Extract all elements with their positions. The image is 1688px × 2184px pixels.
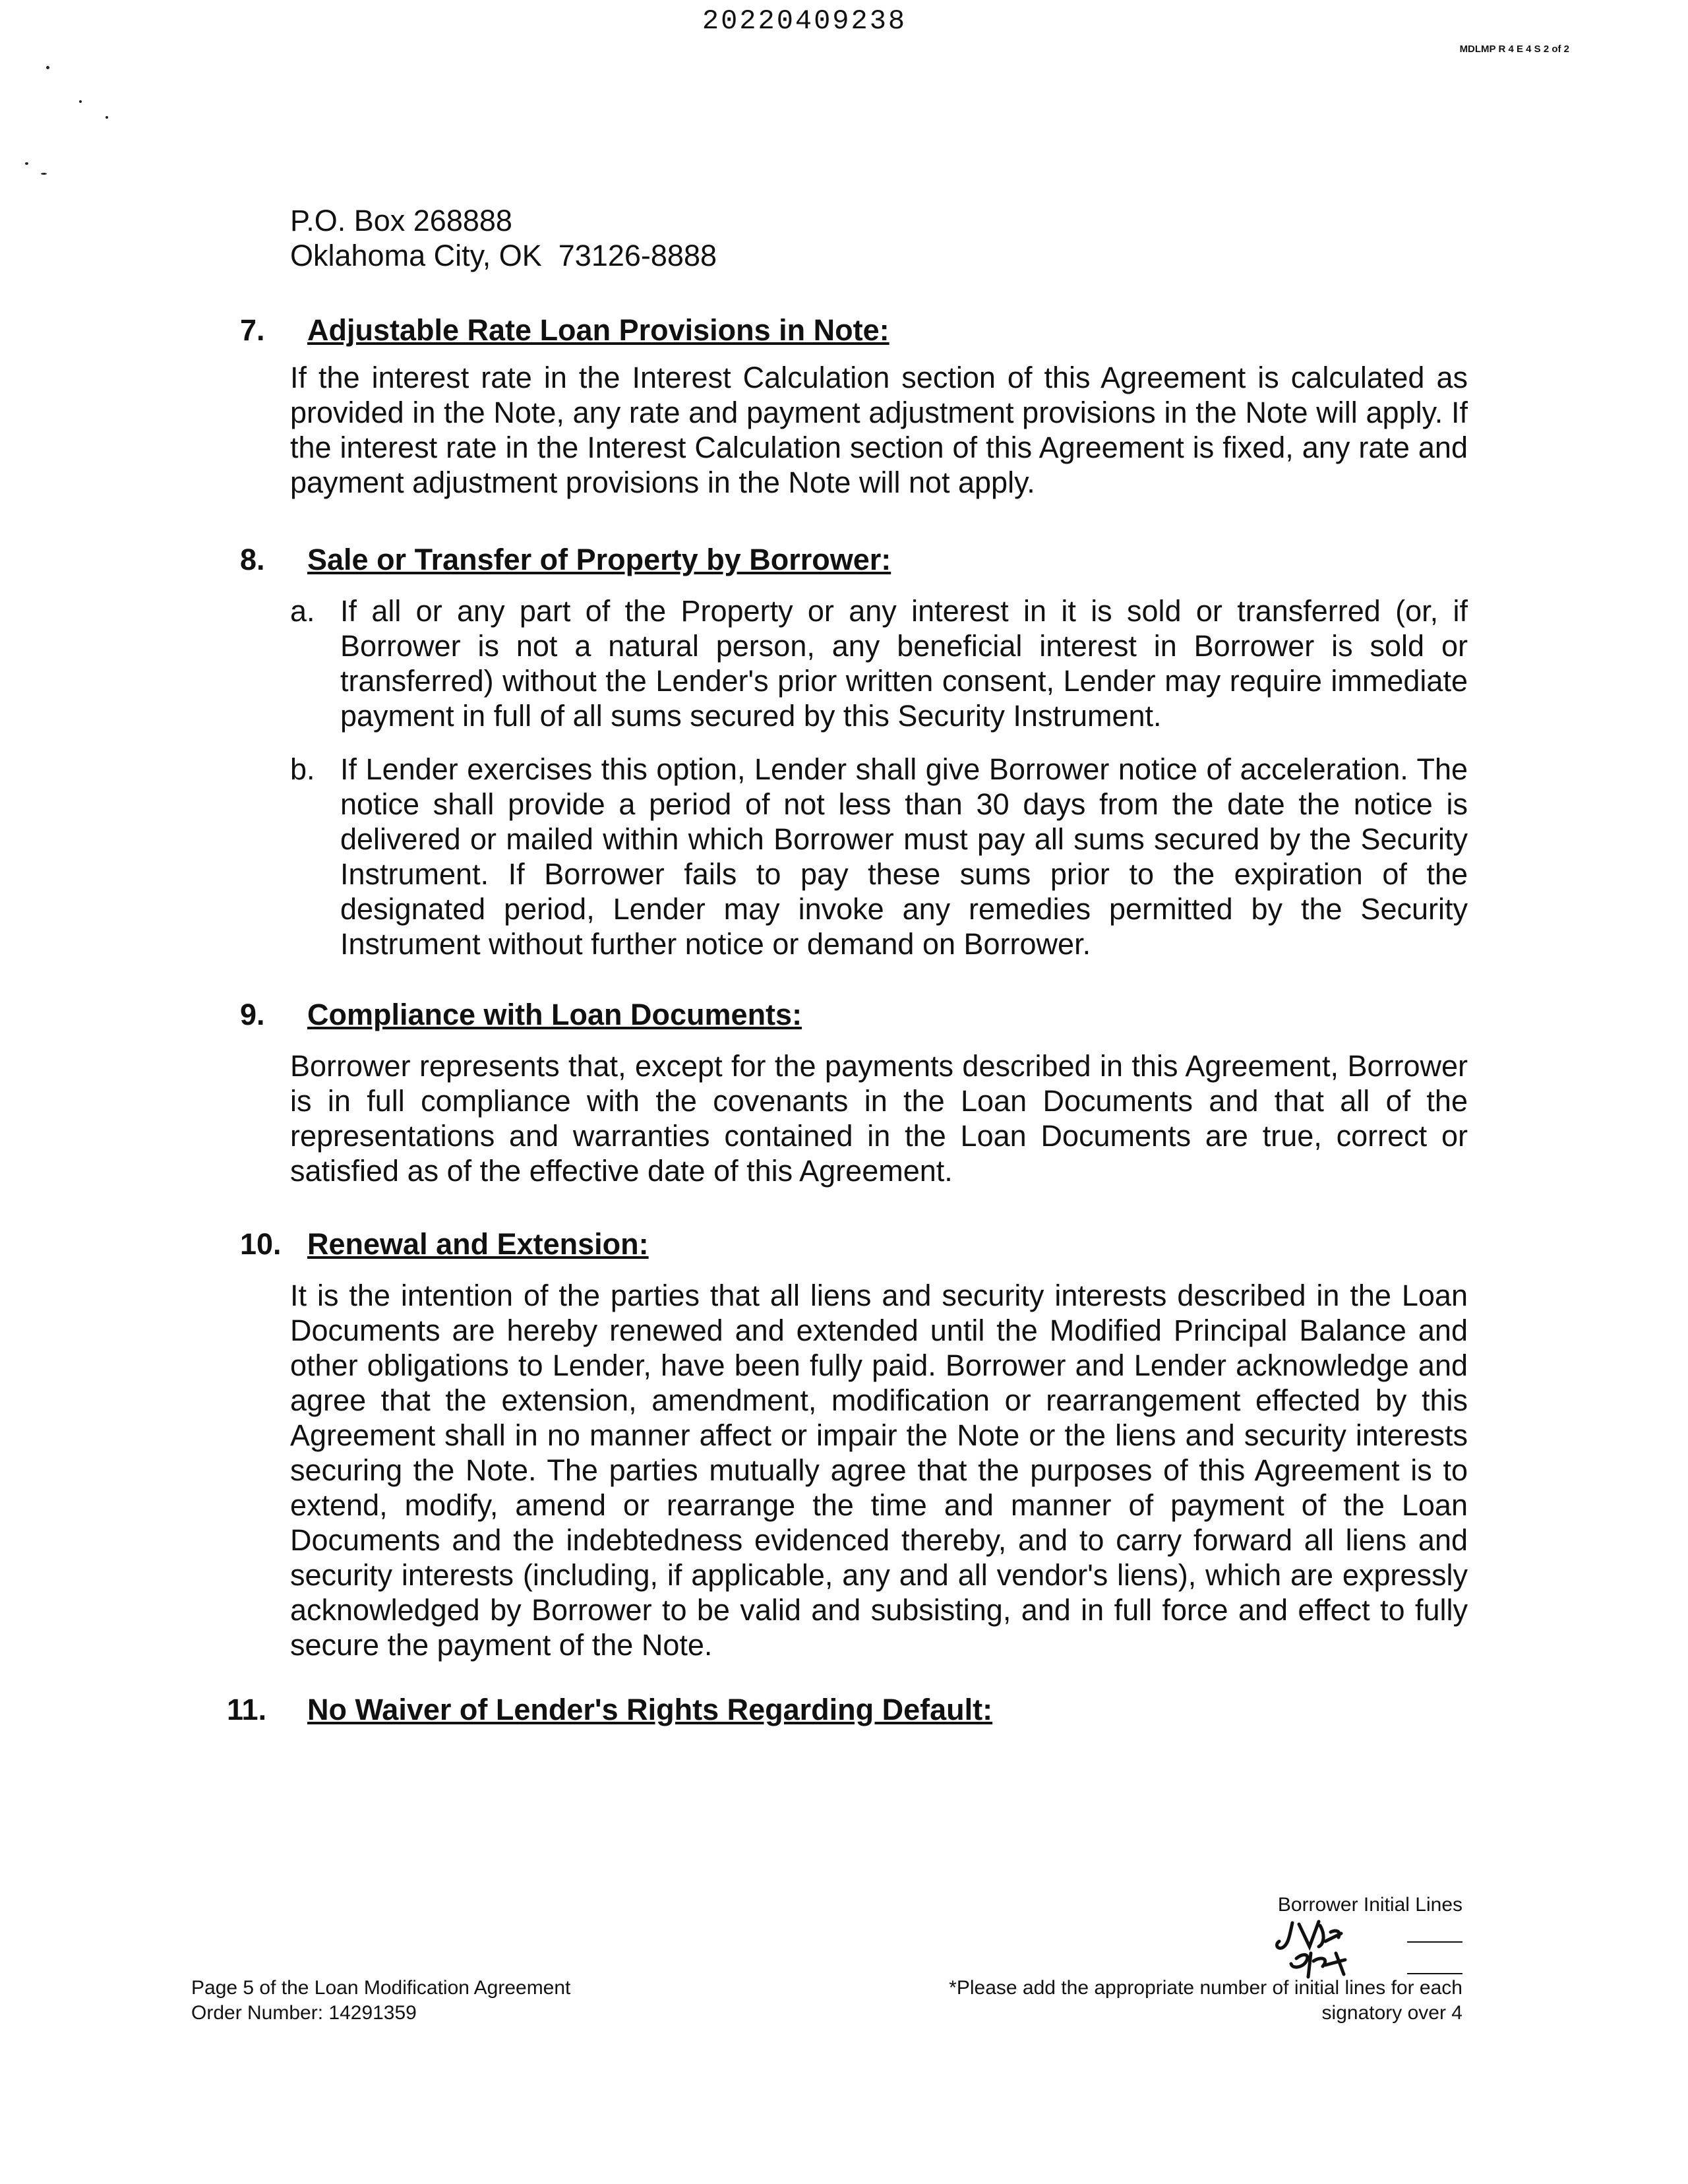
document-id: 20220409238 [702,5,907,37]
section-8-number: 8. [240,543,265,576]
section-11-heading: No Waiver of Lender's Rights Regarding Default: [307,1693,993,1726]
initials-signature [1273,1906,1404,1986]
section-11-number: 11. [227,1693,267,1726]
section-7-paragraph [290,360,1468,500]
section-9-paragraph [290,1048,1468,1188]
section-8-item-b-label: b. [290,752,315,786]
section-8-item-b-text: If Lender exercises this option, Lender shall give Borrower notice of acceleration. The notice shall provide a period of not less than 30 days from the date the notice is delivered or mailed within which Borrower must pay all sums secured by the Security Instrument. If Borrower fails to pay these sums prior to the expiration of the designated period, Lender may invoke any remedies permitted by the Security Instrument without further notice or demand on Borrower. [340,752,1468,961]
section-10-text: It is the intention of the parties that all liens and security interests described in the Loan Documents are hereby renewed and extended until the Modified Principal Balance and other obligations to Lender, have been fully paid. Borrower and Lender acknowledge and agree that the extension, amendment, modification or rearrangement effected by this Agreement shall in no manner affect or impair the Note or the liens and security interests securing the Note. The parties mutually agree that the purposes of this Agreement is to extend, modify, amend or rearrange the time and manner of payment of the Loan Documents and the indebtedness evidenced thereby, and to carry forward all liens and security interests (including, if applicable, any and all vendor's liens), which are expressly acknowledged by Borrower to be valid and subsisting, and in full force and effect to fully secure the payment of the Note. [290,1279,1468,1662]
section-8-item-b [290,752,1468,961]
section-10-paragraph [290,1278,1468,1662]
section-9-heading: Compliance with Loan Documents: [307,998,802,1031]
section-8-item-a-label: a. [290,594,315,628]
section-7-number: 7. [240,313,265,347]
section-9-text: Borrower represents that, except for the payments described in this Agreement, Borrower is in full compliance with the covenants in the Loan Documents and that all of the representations and warranties contained in the Loan Documents are true, correct or satisfied as of the effective date of this Agreement. [290,1049,1468,1188]
section-10-number: 10. [240,1227,282,1261]
form-code: MDLMP R 4 E 4 S 2 of 2 [1459,44,1569,55]
footer-right [884,1976,1462,2026]
initial-line-2 [1407,1973,1462,1974]
address-block [290,203,717,273]
initial-lines-note-2: signatory over 4 [1321,2002,1462,2024]
initial-line-1 [1407,1941,1462,1943]
page-label: Page 5 of the Loan Modification Agreement [191,1977,571,1999]
section-8-heading: Sale or Transfer of Property by Borrower: [307,543,891,576]
address-line-1: P.O. Box 268888 [290,204,512,237]
section-8-item-a-text: If all or any part of the Property or any interest in it is sold or transferred (or, if Borrower is not a natural person, any beneficial interest in Borrower is sold or transferred) without the Lender's prior written consent, Lender may require immediate payment in full of all sums secured by this Security Instrument. [340,594,1468,733]
order-number: Order Number: 14291359 [191,2002,417,2024]
section-9-number: 9. [240,998,265,1031]
section-7-heading: Adjustable Rate Loan Provisions in Note: [307,313,889,347]
initial-lines-note-1: *Please add the appropriate number of initial lines for each [949,1977,1462,1999]
footer-left [191,1976,570,2026]
section-8-item-a [290,593,1468,733]
address-line-2: Oklahoma City, OK 73126-8888 [290,239,717,272]
borrower-initial-lines-title: Borrower Initial Lines [1277,1894,1462,1916]
section-7-text: If the interest rate in the Interest Calculation section of this Agreement is calculated as provided in the Note, any rate and payment adjustment provisions in the Note will apply. If the interest rate in the Interest Calculation section of this Agreement is fixed, any rate and payment adjustment provisions in the Note will not apply. [290,361,1468,499]
section-10-heading: Renewal and Extension: [307,1227,649,1261]
